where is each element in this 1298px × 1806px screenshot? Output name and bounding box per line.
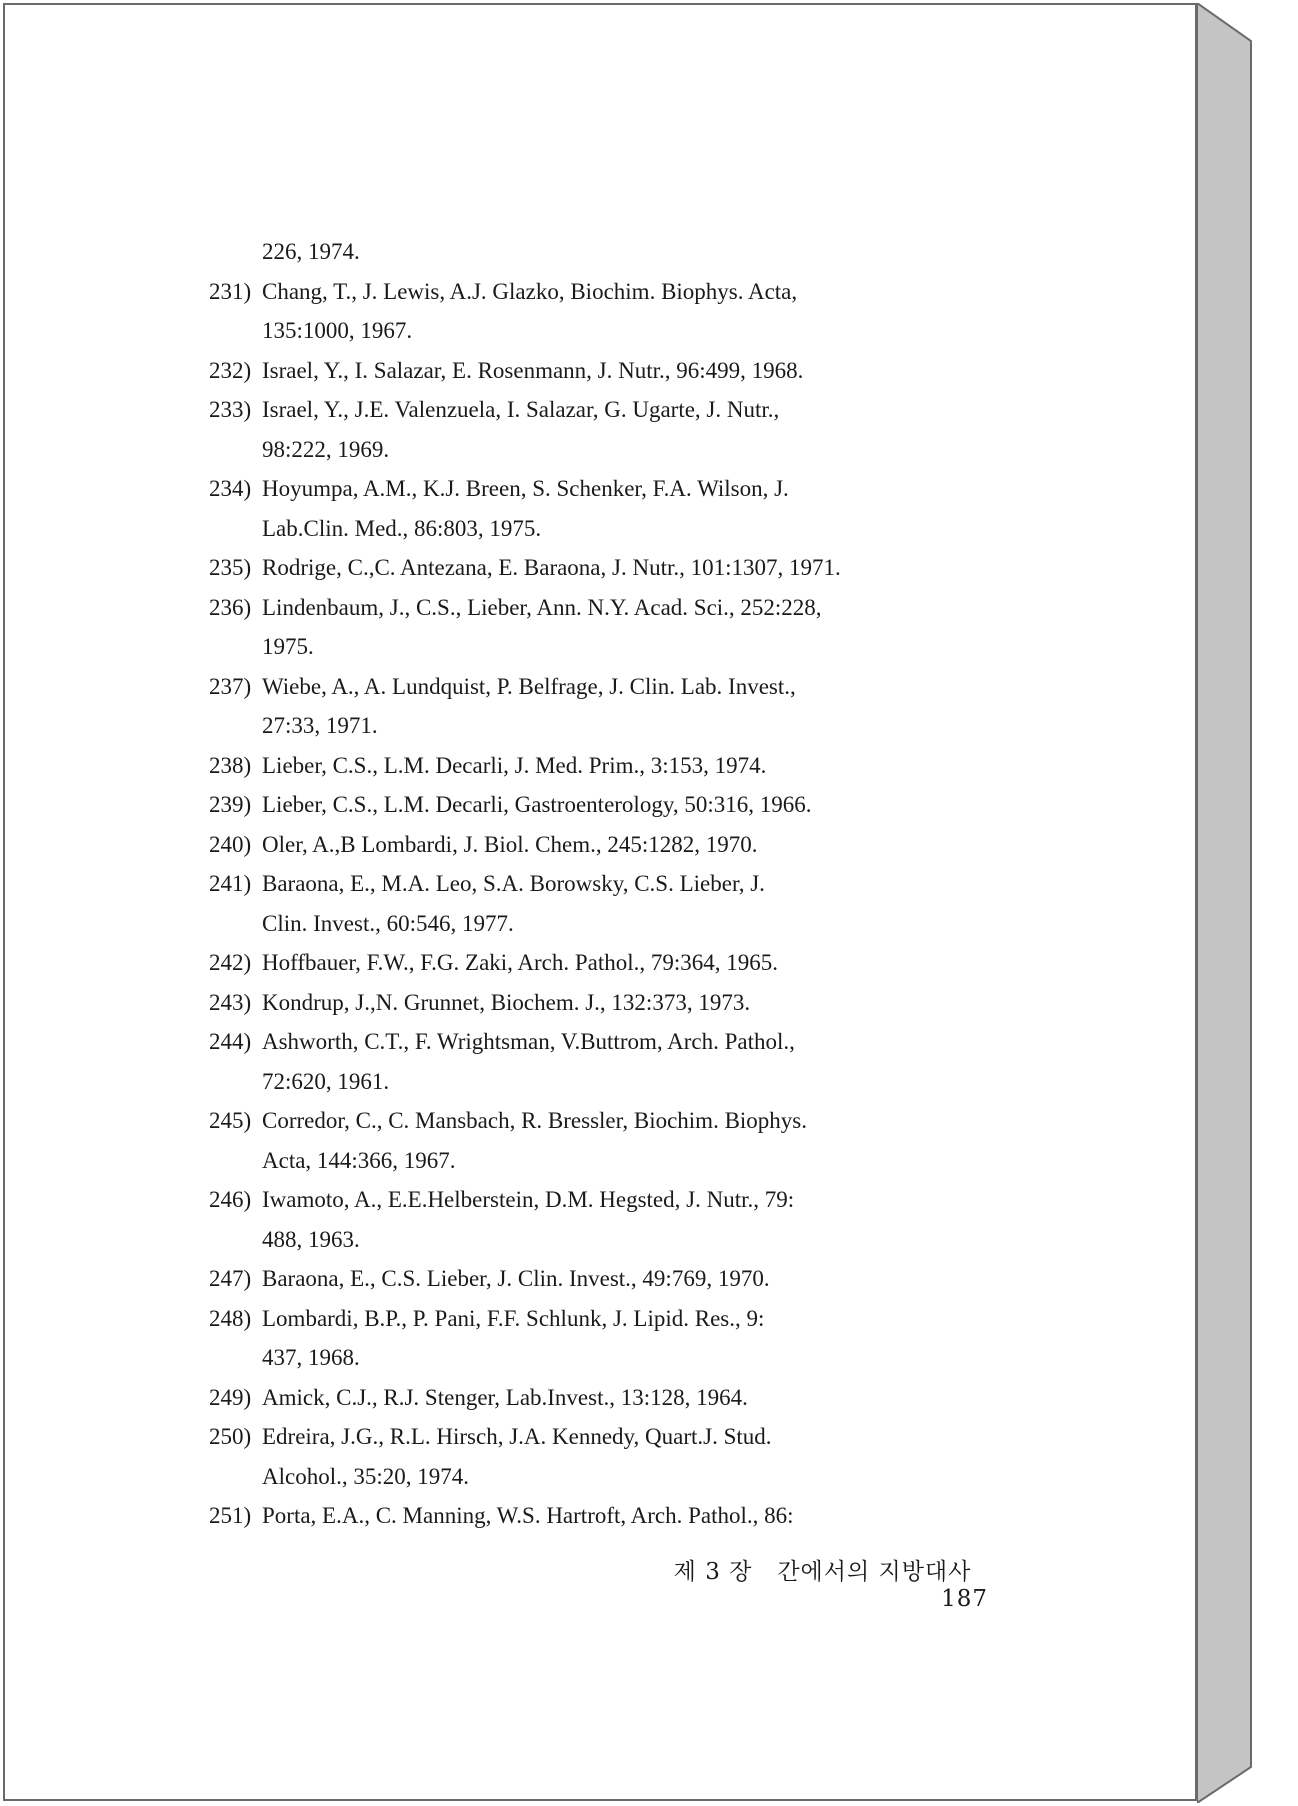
page-stack-edge [1197, 3, 1255, 1803]
reference-line: Baraona, E., M.A. Leo, S.A. Borowsky, C.S. Lieber, J. [262, 871, 765, 896]
reference-item [209, 667, 992, 746]
reference-number: 236) [209, 594, 252, 620]
reference-line: 135:1000, 1967. [262, 318, 413, 343]
reference-line: Wiebe, A., A. Lundquist, P. Belfrage, J. Clin. Lab. Invest., [262, 673, 796, 699]
reference-line: Israel, Y., J.E. Valenzuela, I. Salazar, G. Ugarte, J. Nutr., [262, 397, 780, 422]
reference-number: 251) [209, 1503, 252, 1528]
reference-line: Lombardi, B.P., P. Pani, F.F. Schlunk, J. Lipid. Res., 9: [262, 1305, 765, 1331]
page-footer [628, 1553, 988, 1612]
reference-item [209, 1022, 992, 1101]
reference-item [209, 1378, 992, 1418]
reference-line: Lab.Clin. Med., 86:803, 1975. [262, 515, 542, 541]
reference-item [209, 390, 992, 469]
reference-line: 72:620, 1961. [262, 1068, 390, 1094]
reference-number: 242) [209, 950, 252, 975]
reference-item [209, 1299, 992, 1378]
reference-number: 241) [209, 871, 252, 896]
reference-item [209, 469, 992, 548]
reference-number: 231) [209, 278, 252, 304]
reference-number: 244) [209, 1029, 252, 1054]
reference-item [212, 232, 992, 272]
reference-line: Amick, C.J., R.J. Stenger, Lab.Invest., 13:128, 1964. [262, 1384, 748, 1410]
reference-item [209, 351, 992, 391]
reference-number: 237) [209, 673, 252, 699]
reference-item [209, 1101, 992, 1180]
page-number: 187 [941, 1586, 988, 1612]
chapter-title: 간에서의 지방대사 [777, 1559, 972, 1585]
reference-line: Lieber, C.S., L.M. Decarli, J. Med. Prim., 3:153, 1974. [262, 752, 767, 778]
reference-number: 245) [209, 1108, 252, 1133]
reference-item [209, 548, 992, 588]
reference-item [209, 864, 992, 943]
reference-item [209, 1417, 992, 1496]
reference-line: Edreira, J.G., R.L. Hirsch, J.A. Kennedy, Quart.J. Stud. [262, 1424, 772, 1449]
reference-line: Lieber, C.S., L.M. Decarli, Gastroenterology, 50:316, 1966. [262, 792, 812, 817]
reference-number: 243) [209, 989, 252, 1015]
reference-item [209, 983, 992, 1023]
reference-number: 240) [209, 831, 252, 857]
reference-item [209, 943, 992, 983]
reference-line: Porta, E.A., C. Manning, W.S. Hartroft, Arch. Pathol., 86: [262, 1503, 794, 1528]
reference-line: Alcohol., 35:20, 1974. [262, 1463, 469, 1489]
reference-item [209, 785, 992, 825]
reference-item [209, 1180, 992, 1259]
reference-number: 246) [209, 1187, 252, 1212]
reference-line: Acta, 144:366, 1967. [262, 1147, 456, 1173]
reference-item [209, 746, 992, 786]
reference-item [209, 825, 992, 865]
reference-line: Corredor, C., C. Mansbach, R. Bressler, Biochim. Biophys. [262, 1108, 808, 1133]
reference-item [209, 1259, 992, 1299]
reference-line: 98:222, 1969. [262, 436, 390, 462]
reference-number: 247) [209, 1266, 252, 1291]
reference-line: Rodrige, C.,C. Antezana, E. Baraona, J. Nutr., 101:1307, 1971. [262, 555, 841, 580]
reference-item [209, 588, 992, 667]
reference-line: 1975. [262, 634, 314, 659]
reference-line: Baraona, E., C.S. Lieber, J. Clin. Invest., 49:769, 1970. [262, 1266, 770, 1291]
reference-number: 249) [209, 1384, 252, 1410]
reference-line: Chang, T., J. Lewis, A.J. Glazko, Biochim. Biophys. Acta, [262, 278, 798, 304]
reference-item [209, 1496, 992, 1536]
reference-line: 226, 1974. [262, 239, 360, 264]
reference-line: Hoffbauer, F.W., F.G. Zaki, Arch. Pathol., 79:364, 1965. [262, 950, 779, 975]
reference-line: Clin. Invest., 60:546, 1977. [262, 910, 514, 936]
reference-line: 27:33, 1971. [262, 713, 378, 738]
reference-item [209, 272, 992, 351]
reference-list [209, 232, 992, 1536]
reference-number: 238) [209, 752, 252, 778]
reference-line: Israel, Y., I. Salazar, E. Rosenmann, J. Nutr., 96:499, 1968. [262, 357, 804, 383]
reference-line: Iwamoto, A., E.E.Helberstein, D.M. Hegsted, J. Nutr., 79: [262, 1187, 795, 1212]
reference-line: Oler, A.,B Lombardi, J. Biol. Chem., 245:1282, 1970. [262, 831, 758, 857]
reference-line: Kondrup, J.,N. Grunnet, Biochem. J., 132:373, 1973. [262, 989, 751, 1015]
reference-line: Ashworth, C.T., F. Wrightsman, V.Buttrom, Arch. Pathol., [262, 1029, 795, 1054]
chapter-label: 제 3 장 [673, 1559, 753, 1585]
reference-number: 232) [209, 357, 252, 383]
reference-number: 250) [209, 1424, 252, 1449]
reference-number: 233) [209, 397, 252, 422]
reference-number: 239) [209, 792, 252, 817]
reference-number: 235) [209, 555, 252, 580]
reference-line: Hoyumpa, A.M., K.J. Breen, S. Schenker, F.A. Wilson, J. [262, 476, 789, 501]
reference-line: Lindenbaum, J., C.S., Lieber, Ann. N.Y. Acad. Sci., 252:228, [262, 594, 822, 620]
reference-line: 488, 1963. [262, 1226, 360, 1252]
reference-line: 437, 1968. [262, 1345, 360, 1370]
reference-number: 248) [209, 1305, 252, 1331]
reference-number: 234) [209, 476, 252, 501]
